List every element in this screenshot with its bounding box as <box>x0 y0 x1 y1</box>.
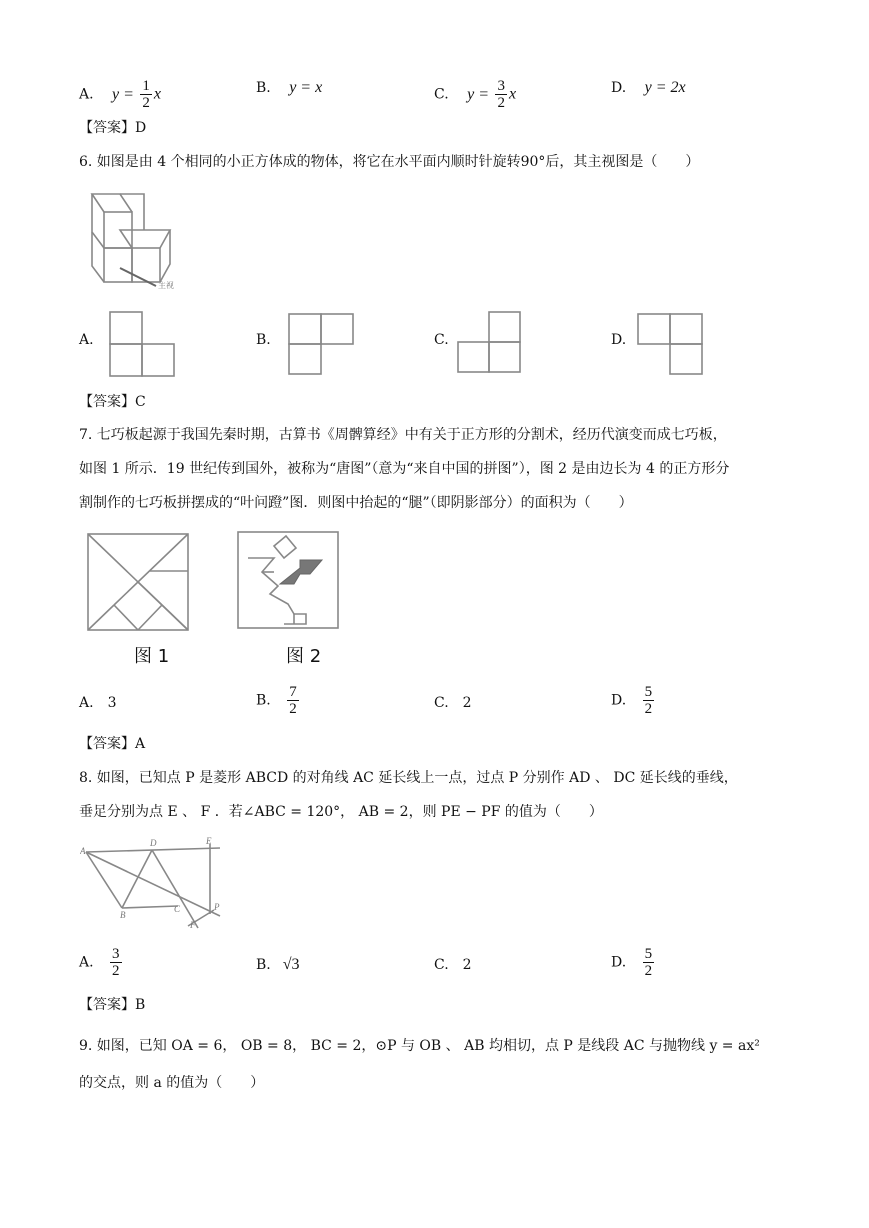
q8-option-d: D. $\frac{5}{2}$ <box>611 946 653 979</box>
q9-stem-line2: 的交点，则 a 的值为（ ） <box>79 1075 265 1091</box>
q6-view-label: 主视 <box>158 281 174 290</box>
q6-option-c-figure <box>456 310 526 376</box>
q5-option-a: A. y = $\frac{1}{2}$ x <box>79 78 161 111</box>
q7-figure1-caption: 图 1 <box>134 646 170 667</box>
q8-stem-line1: 8. 如图，已知点 P 是菱形 ABCD 的对角线 AC 延长线上一点，过点 P 分别作 AD 、 DC 延长线的垂线， <box>79 770 738 786</box>
q5-answer: 【答案】D <box>79 120 147 136</box>
q8-answer: 【答案】B <box>79 997 146 1013</box>
q8-label-f: F <box>190 920 196 930</box>
q5-option-d: D. y = 2x <box>611 79 686 96</box>
q7-option-a: A. 3 <box>79 695 117 711</box>
q8-label-p: P <box>214 902 220 912</box>
q6-option-a-figure <box>108 310 180 380</box>
q7-stem-line1: 7. 七巧板起源于我国先秦时期，古算书《周髀算经》中有关于正方形的分割术，经历代演变而成七巧板， <box>79 427 727 443</box>
q8-label-d: D <box>150 838 157 848</box>
q5-option-c: C. y = $\frac{3}{2}$ x <box>434 78 517 111</box>
q6-stem: 6. 如图是由 4 个相同的小正方体成的物体，将它在水平面内顺时针旋转90°后，其主视图是（ ） <box>79 154 700 170</box>
q8-option-a: A. $\frac{3}{2}$ <box>79 946 120 979</box>
q7-option-d: D. $\frac{5}{2}$ <box>611 684 653 717</box>
q6-option-c-label: C. <box>434 332 449 348</box>
q7-stem-line2: 如图 1 所示．19 世纪传到国外，被称为“唐图”（意为“来自中国的拼图”），图 2 是由边长为 4 的正方形分 <box>79 461 730 477</box>
q8-label-a: A <box>80 846 86 856</box>
q6-answer: 【答案】C <box>79 394 146 410</box>
q5-option-b: B. y = x <box>256 79 323 96</box>
q8-label-e: E <box>206 836 212 846</box>
q6-option-d-figure <box>636 312 712 378</box>
q6-cube-figure <box>80 182 190 292</box>
q7-option-b: B. $\frac{7}{2}$ <box>256 684 297 717</box>
q8-rhombus-figure <box>80 836 230 936</box>
q8-label-b: B <box>120 910 126 920</box>
q7-figure1-tangram <box>84 530 194 634</box>
q8-stem-line2: 垂足分别为点 E 、 F ．若∠ABC = 120°， AB = 2，则 PE − PF 的值为（ ） <box>79 804 603 820</box>
q6-option-d-label: D. <box>611 332 627 348</box>
q7-figure2-tangram <box>234 528 344 632</box>
q7-answer: 【答案】A <box>79 736 146 752</box>
q9-stem-line1: 9. 如图，已知 OA = 6， OB = 8， BC = 2，⊙P 与 OB 、 AB 均相切，点 P 是线段 AC 与抛物线 y = ax² <box>79 1038 760 1054</box>
q6-option-b-figure <box>287 312 359 378</box>
q6-option-b-label: B. <box>256 332 271 348</box>
q8-label-c: C <box>174 904 181 914</box>
q7-option-c: C. 2 <box>434 695 472 711</box>
q7-stem-line3: 割制作的七巧板拼摆成的“叶问蹬”图．则图中抬起的“腿”（即阴影部分）的面积为（ ） <box>79 495 633 511</box>
q8-option-c: C. 2 <box>434 957 472 973</box>
q6-option-a-label: A. <box>79 332 94 348</box>
q7-figure2-caption: 图 2 <box>286 646 322 667</box>
q8-option-b: B. √3 <box>256 956 300 973</box>
